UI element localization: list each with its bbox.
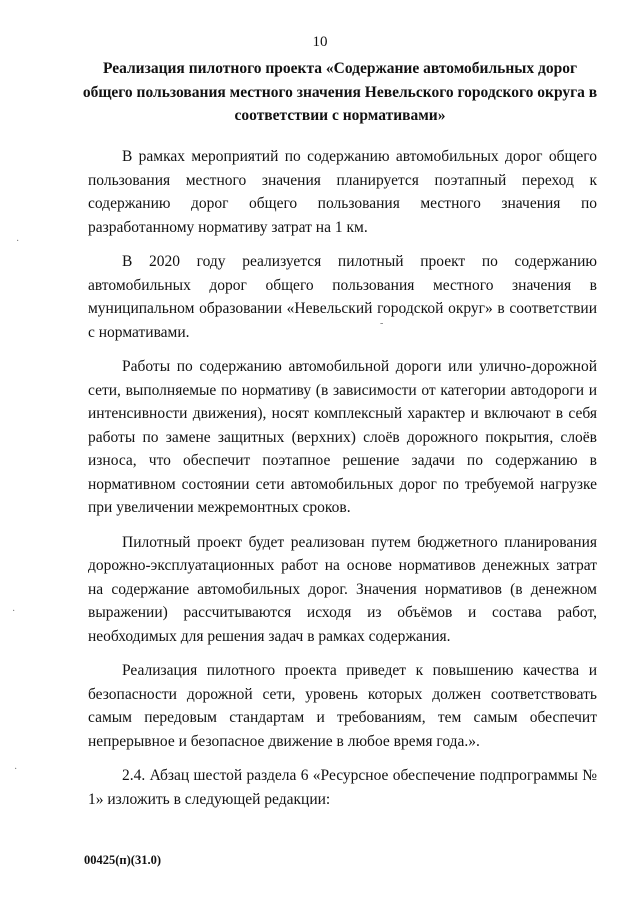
paragraph: Реализация пилотного проекта приведет к повышению качества и безопасности дорожной сети, уровень которых должен соответствовать самым передовым стандартам и требованиям, тем самым обеспечит непрерывное и безопасное движение в любое время года.». — [88, 662, 597, 750]
page-number: 10 — [312, 34, 328, 50]
scan-speck: · — [16, 236, 20, 247]
paragraph: 2.4. Абзац шестой раздела 6 «Ресурсное обеспечение подпрограммы № 1» изложить в следующей редакции: — [88, 767, 597, 808]
document-code: 00425(п)(31.0) — [84, 853, 161, 867]
scan-speck: · — [14, 764, 18, 775]
scan-speck: · — [12, 606, 16, 617]
scan-speck: - — [380, 318, 384, 329]
paragraph: В рамках мероприятий по содержанию автомобильных дорог общего пользования местного значения планируется поэтапный переход к содержанию дорог общего пользования местного значения по разработанному нормативу затрат на 1 км. — [88, 148, 597, 236]
paragraph: Работы по содержанию автомобильной дороги или улично-дорожной сети, выполняемые по нормативу (в зависимости от категории автодороги и интенсивности движения), носят комплексный характер и включают в себя работы по замене защитных (верхних) слоёв дорожного покрытия, слоёв износа, что обеспечит поэтапное решение задачи по содержанию в нормативном состоянии сети автомобильных дорог по требуемой нагрузке при увеличении межремонтных сроков. — [88, 358, 597, 516]
paragraph: Пилотный проект будет реализован путем бюджетного планирования дорожно-эксплуатационных работ на основе нормативов денежных затрат на содержание автомобильных дорог. Значения нормативов (в денежном выражении) рассчитываются исходя из объёмов и состава работ, необходимых для решения задач в рамках содержания. — [88, 533, 597, 645]
section-heading: Реализация пилотного проекта «Содержание автомобильных дорог общего пользования местного значения Невельского городского округа в соответствии с нормативами» — [82, 60, 598, 124]
body-text — [88, 145, 597, 822]
paragraph: В 2020 году реализуется пилотный проект по содержанию автомобильных дорог общего пользования местного значения в муниципальном образовании «Невельский городской округ» в соответствии с нормативами. — [88, 253, 597, 341]
